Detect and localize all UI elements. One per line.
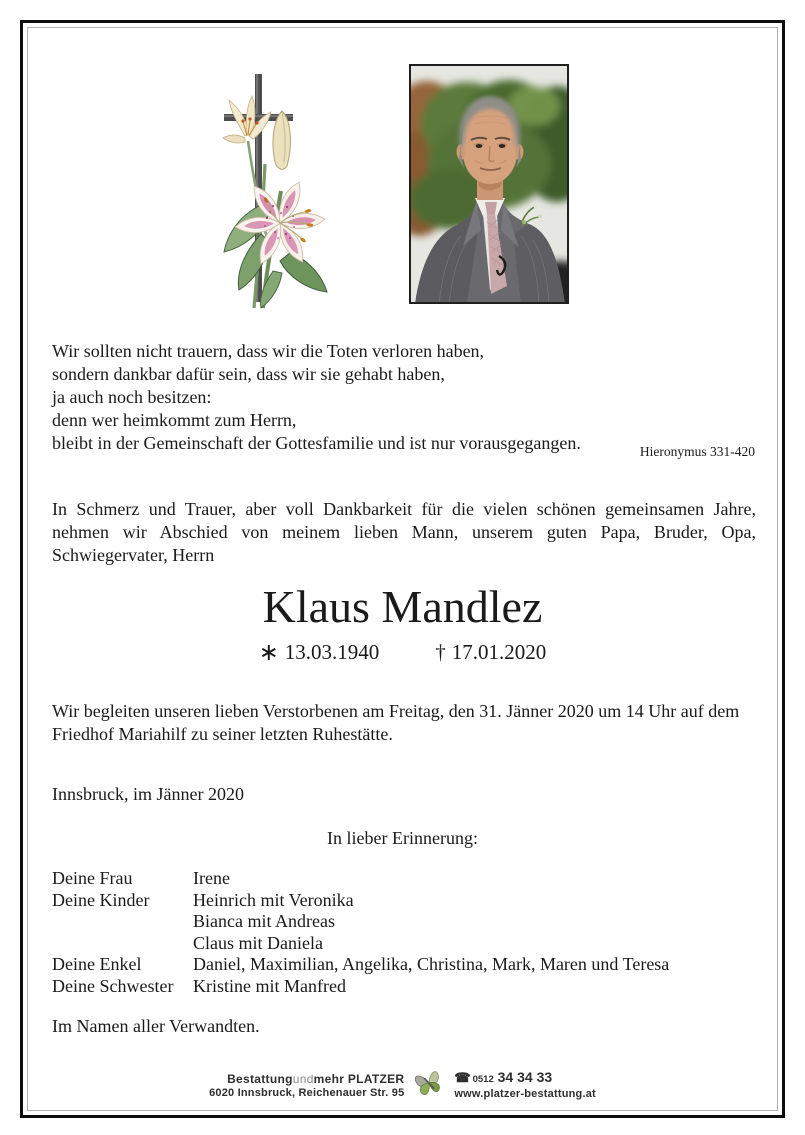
family-row	[52, 954, 756, 976]
family-row	[52, 976, 756, 998]
remembrance-heading: In lieber Erinnerung:	[327, 828, 478, 848]
family-row	[52, 933, 756, 955]
family-names: Heinrich mit Veronika	[193, 889, 354, 910]
birth-star-symbol: ∗	[258, 640, 279, 666]
death-cross-symbol: †	[435, 640, 446, 664]
quote-line: sondern dankbar dafür sein, dass wir sie gehabt haben,	[52, 364, 445, 384]
closing-line: Im Namen aller Verwandten.	[52, 1016, 260, 1036]
quote-line: bleibt in der Gemeinschaft der Gottesfamilie und ist nur vorausgegangen.	[52, 433, 581, 453]
phone-icon: ☎	[454, 1070, 471, 1085]
cross-icon	[203, 66, 373, 313]
funeral-home-name: Bestattungundmehr PLATZER	[227, 1071, 405, 1086]
family-relation-label	[52, 933, 193, 955]
portrait-photo	[409, 64, 569, 304]
life-dates	[0, 638, 805, 666]
memorial-quote	[52, 340, 757, 455]
family-row	[52, 890, 756, 912]
deceased-name: Klaus Mandlez	[262, 581, 543, 632]
quote-attribution: Hieronymus 331-420	[639, 444, 755, 459]
family-row	[52, 868, 756, 890]
funeral-home-footer	[0, 1068, 805, 1103]
funeral-home-contact	[454, 1070, 596, 1101]
phone-line	[454, 1070, 596, 1087]
quote-line: ja auch noch besitzen:	[52, 387, 212, 407]
family-names: Claus mit Daniela	[193, 932, 323, 953]
intro-paragraph: In Schmerz und Trauer, aber voll Dankbarkeit für die vielen schönen gemeinsamen Jahre, nehmen wir Abschied von meinem lieben Mann, unserem guten Papa, Bruder, Opa, Schwiegervater, Herrn	[52, 499, 756, 565]
quote-line: Wir sollten nicht trauern, dass wir die Toten verloren haben,	[52, 341, 485, 361]
family-names: Irene	[193, 868, 230, 888]
family-list	[52, 868, 756, 998]
family-relation-label: Deine Frau	[52, 868, 133, 888]
birth-date-group	[259, 638, 380, 666]
family-names: Daniel, Maximilian, Angelika, Christina, Mark, Maren und Teresa	[193, 954, 670, 975]
funeral-home-identity	[209, 1072, 404, 1100]
family-relation-label: Deine Schwester	[52, 975, 174, 996]
family-row	[52, 911, 756, 933]
family-relation-label: Deine Kinder	[52, 889, 150, 910]
family-relation-label: Deine Enkel	[52, 954, 142, 975]
phone-number: 34 34 33	[493, 1069, 553, 1085]
death-date-group	[435, 638, 546, 666]
birth-date: 13.03.1940	[284, 640, 380, 664]
cross-lilies-illustration	[203, 66, 373, 313]
family-relation-label	[52, 911, 193, 933]
butterfly-logo-icon	[413, 1068, 445, 1103]
funeral-home-address: 6020 Innsbruck, Reichenauer Str. 95	[209, 1086, 405, 1099]
family-names: Bianca mit Andreas	[193, 911, 335, 932]
quote-line: denn wer heimkommt zum Herrn,	[52, 410, 297, 430]
website-url: www.platzer-bestattung.at	[454, 1088, 596, 1100]
funeral-announcement: Wir begleiten unseren lieben Verstorbenen am Freitag, den 31. Jänner 2020 um 14 Uhr auf dem Friedhof Mariahilf zu seiner letzten Ruhestätte.	[52, 701, 740, 744]
place-and-date: Innsbruck, im Jänner 2020	[52, 784, 244, 804]
phone-area-code: 0512	[472, 1074, 494, 1085]
family-names: Kristine mit Manfred	[193, 975, 346, 996]
death-date: 17.01.2020	[451, 640, 547, 664]
